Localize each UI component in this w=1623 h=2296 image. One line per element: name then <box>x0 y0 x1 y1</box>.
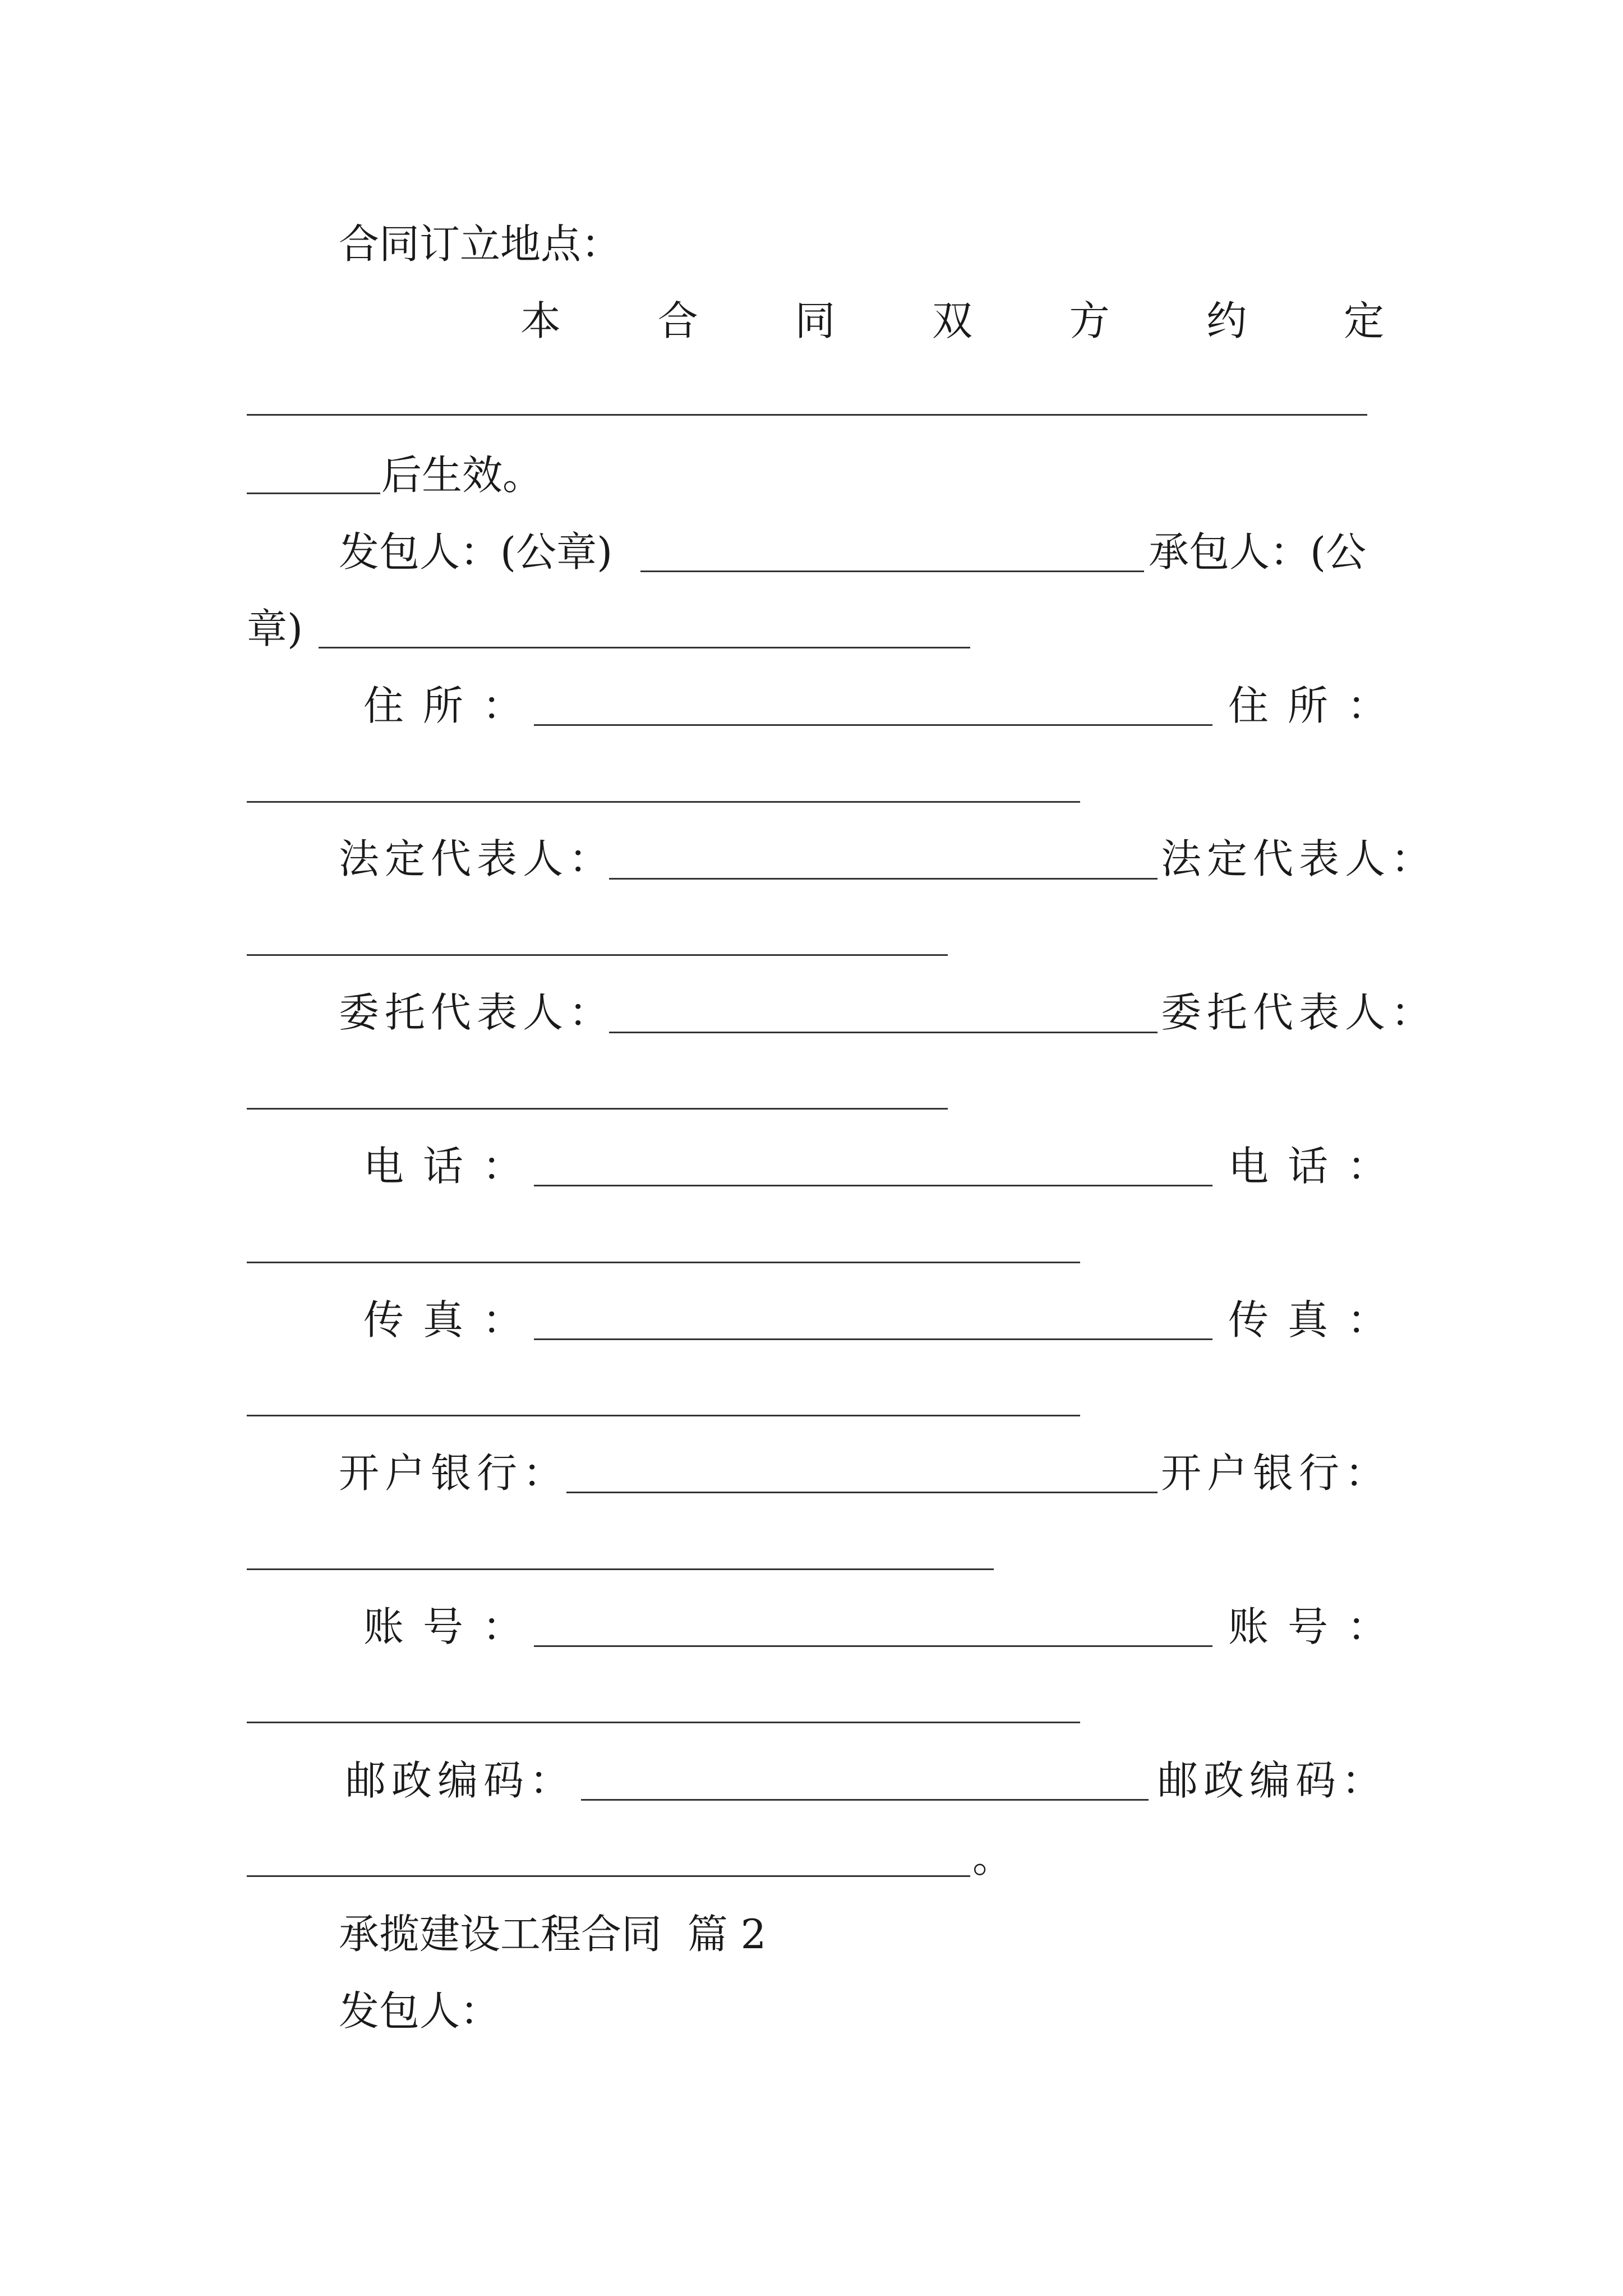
employer-postcode-blank <box>581 1799 1149 1801</box>
contractor-account-label: 账号： <box>1228 1603 1407 1650</box>
employer-account-label: 账号： <box>363 1603 542 1650</box>
contractor-bank-label: 开户银行： <box>1161 1450 1391 1497</box>
employer-phone-blank <box>534 1185 1212 1186</box>
section-title: 承揽建设工程合同 篇 2 <box>339 1911 767 1958</box>
effective-char: 约 <box>1206 297 1247 344</box>
employer-phone-label: 电话： <box>363 1143 542 1190</box>
employer-address-label: 住所： <box>363 682 542 729</box>
contractor-phone-blank <box>247 1262 1080 1263</box>
contractor-seal-label-cont: 章) <box>247 605 303 652</box>
employer-account-blank <box>534 1645 1212 1647</box>
effective-char: 同 <box>795 297 836 344</box>
contractor-seal-blank <box>319 647 970 648</box>
employer-fax-blank <box>534 1338 1212 1340</box>
employer-seal-label: 发包人：(公章) <box>339 528 613 576</box>
contract-place-label: 合同订立地点： <box>339 220 622 268</box>
employer-bank-label: 开户银行： <box>339 1450 569 1497</box>
contractor-address-label: 住所： <box>1228 682 1407 729</box>
effective-char: 合 <box>657 297 698 344</box>
contractor-fax-blank <box>247 1415 1080 1416</box>
contractor-entrusted-rep-label: 委托代表人： <box>1161 989 1437 1036</box>
contractor-bank-blank <box>247 1568 994 1570</box>
effective-clause <box>520 293 1384 349</box>
contractor-postcode-label: 邮政编码： <box>1158 1757 1388 1804</box>
effective-blank-line <box>247 414 1367 416</box>
effective-char: 方 <box>1069 297 1110 344</box>
closing-period: 。 <box>972 1834 1013 1881</box>
contractor-fax-label: 传真： <box>1228 1296 1407 1343</box>
employer-entrusted-rep-blank <box>609 1032 1158 1033</box>
employer-legal-rep-label: 法定代表人： <box>339 835 615 882</box>
employer-address-blank <box>534 724 1212 726</box>
contractor-address-blank <box>247 801 1080 803</box>
employer-entrusted-rep-label: 委托代表人： <box>339 989 615 1036</box>
employer-seal-blank <box>640 570 1144 572</box>
contractor-legal-rep-label: 法定代表人： <box>1161 835 1437 882</box>
contractor-phone-label: 电话： <box>1228 1143 1407 1190</box>
effective-short-blank <box>247 493 380 494</box>
effective-char: 本 <box>520 297 561 344</box>
contractor-account-blank <box>247 1722 1080 1723</box>
employer-bank-blank <box>566 1492 1158 1493</box>
effective-char: 双 <box>932 297 972 344</box>
effective-suffix: 后生效。 <box>381 452 543 499</box>
next-employer-label: 发包人： <box>339 1987 501 2035</box>
contractor-legal-rep-blank <box>247 954 948 956</box>
employer-legal-rep-blank <box>609 878 1158 880</box>
contractor-seal-label: 承包人：(公 <box>1149 528 1367 576</box>
effective-char: 定 <box>1343 297 1384 344</box>
employer-fax-label: 传真： <box>363 1296 542 1343</box>
employer-postcode-label: 邮政编码： <box>345 1757 576 1804</box>
contractor-entrusted-rep-blank <box>247 1108 948 1110</box>
contractor-postcode-blank <box>247 1875 970 1877</box>
